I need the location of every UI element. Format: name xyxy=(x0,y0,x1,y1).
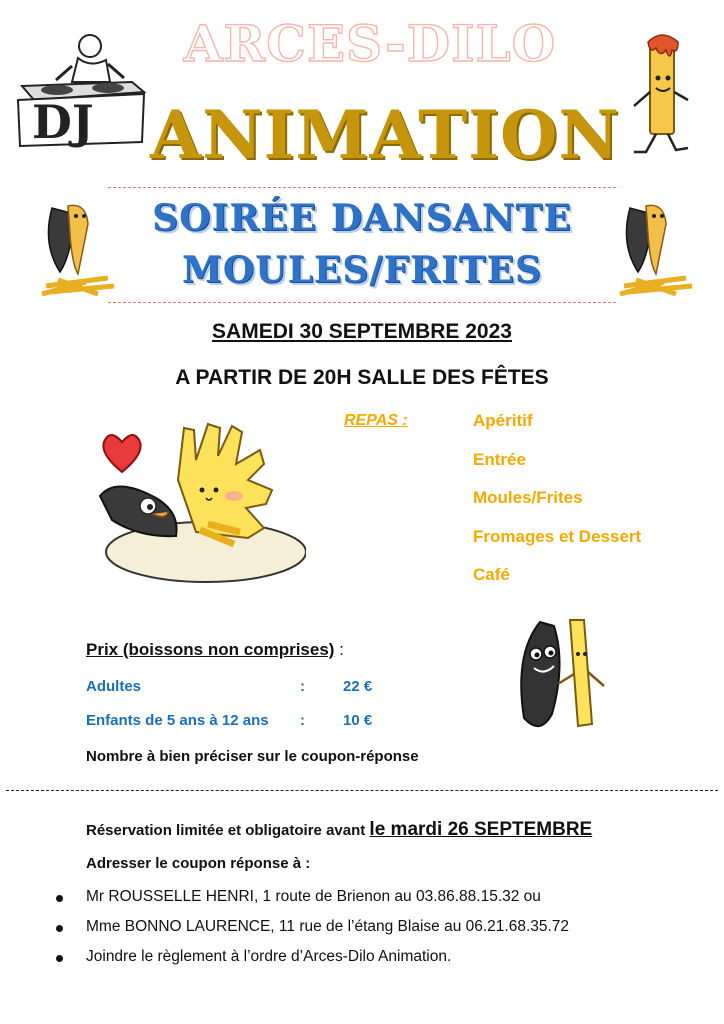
dj-badge-text: DJ xyxy=(32,95,94,149)
list-item: Mr ROUSSELLE HENRI, 1 route de Brienon au 03.86.88.15.32 ou xyxy=(56,888,569,918)
fry-mascot-icon xyxy=(626,28,696,158)
price-row-sep: : xyxy=(300,712,305,729)
contact-list xyxy=(56,888,569,978)
title-divider-bottom xyxy=(108,302,616,303)
reservation-text: Réservation limitée et obligatoire avant xyxy=(86,822,370,839)
prices-title-suffix: : xyxy=(334,640,344,659)
club-type-title: ANIMATION xyxy=(150,96,620,174)
price-note: Nombre à bien préciser sur le coupon-réponse xyxy=(86,748,419,765)
list-item: Mme BONNO LAURENCE, 11 rue de l’étang Blaise au 06.21.68.35.72 xyxy=(56,918,569,948)
club-name-title: ARCES-DILO xyxy=(183,14,557,73)
reservation-line xyxy=(86,819,592,841)
mussel-fry-couple-icon xyxy=(510,614,610,738)
menu-item: Moules/Frites xyxy=(473,488,583,507)
prices-title-text: Prix (boissons non comprises) xyxy=(86,640,335,659)
menu-item: Fromages et Dessert xyxy=(473,527,642,546)
dj-turntable-icon xyxy=(12,30,152,150)
menu-item: Entrée xyxy=(473,450,526,469)
dancing-fries-icon xyxy=(96,420,306,590)
price-row-amount: 22 € xyxy=(343,678,373,695)
reservation-deadline: le mardi 26 SEPTEMBRE xyxy=(369,819,593,840)
price-row-label: Enfants de 5 ans à 12 ans xyxy=(86,712,269,729)
menu-item: Café xyxy=(473,565,510,584)
price-row-amount: 10 € xyxy=(343,712,373,729)
address-intro: Adresser le coupon réponse à : xyxy=(86,855,311,872)
prices-title xyxy=(86,640,344,660)
event-date: SAMEDI 30 SEPTEMBRE 2023 xyxy=(212,320,512,343)
menu-item: Apéritif xyxy=(473,411,533,430)
list-item: Joindre le règlement à l’ordre d’Arces-Dilo Animation. xyxy=(56,948,569,978)
event-title-line1: SOIRÉE DANSANTE xyxy=(152,197,572,239)
price-row-sep: : xyxy=(300,678,305,695)
menu-label: REPAS : xyxy=(344,412,408,429)
coupon-separator xyxy=(6,790,718,791)
event-venue: A PARTIR DE 20H SALLE DES FÊTES xyxy=(175,366,549,389)
price-row-label: Adultes xyxy=(86,678,142,695)
title-divider-top xyxy=(108,187,616,188)
event-title-line2: MOULES/FRITES xyxy=(181,249,543,291)
